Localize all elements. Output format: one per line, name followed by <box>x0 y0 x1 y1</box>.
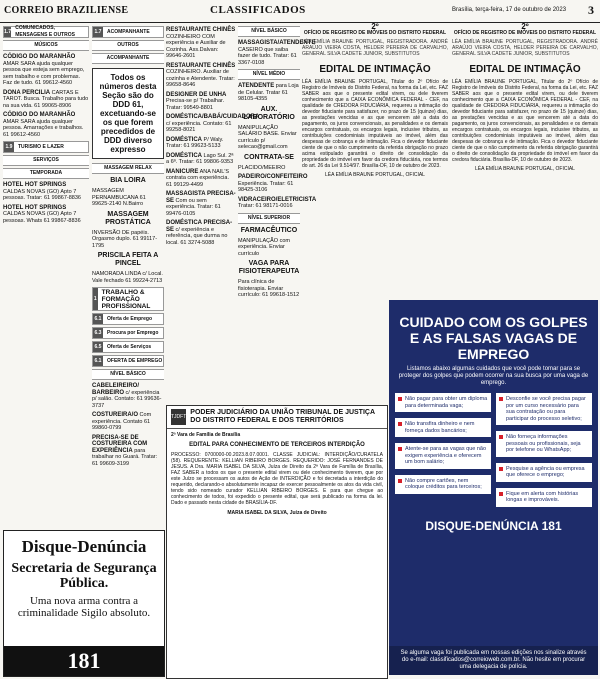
legal-notice-1 <box>302 24 448 314</box>
subcategory-label: NÍVEL MÉDIO <box>238 69 300 80</box>
classifieds-column-1 <box>3 24 89 529</box>
classified-ad <box>238 174 308 194</box>
subcategory-label: OUTROS <box>92 40 164 51</box>
office-staff: LÉA EMÍLIA BRAUNE PORTUGAL, REGISTRADORA. ANDRÉ ARAÚJO VIEIRA COSTA, HELDER PEREIRA DE CARVALHO, GENERAL SILVA CADETE JUNIOR, SUBSTITUTOS <box>302 39 448 57</box>
subcategory-label: MASSAGEM RELAX <box>92 163 164 174</box>
classified-ad <box>166 169 236 189</box>
classified-ad <box>3 182 89 202</box>
classified-ad <box>166 137 236 150</box>
ad-title: VAGA PARA FISIOTERAPEUTA <box>238 260 300 275</box>
ad-text: Para clínica de fisioterapia. Enviar currículo: 61 99618-1512 <box>238 279 300 298</box>
ad-title: PRECISA-SE DE COSTUREIRA COM EXPERIÊNCIA <box>92 434 148 454</box>
legal-notice-2 <box>452 24 598 314</box>
ad-title: CÓDIGO DO MARANHÃO <box>3 54 76 60</box>
notice-signature: LÉA EMÍLIA BRAUNE PORTUGAL, OFICIAL <box>325 172 425 178</box>
ad-title: DOMÉSTICA <box>166 152 202 159</box>
classifieds-column-4 <box>238 24 317 429</box>
category-job-offer <box>92 313 164 325</box>
disque-subtitle: Secretaria de Segurança Pública. <box>11 561 157 591</box>
classified-ad <box>92 412 164 432</box>
disque-title: Disque-Denúncia <box>21 537 147 556</box>
ad-title: RESTAURANTE CHINÊS <box>166 62 236 69</box>
category-number: 1.7 <box>4 29 12 35</box>
classified-ad <box>166 92 236 112</box>
page-header <box>0 0 600 23</box>
category-number: 1.7 <box>94 29 102 35</box>
classified-ad <box>166 27 236 60</box>
ad-title: CÓDIGO DO MARANHÃO <box>3 112 76 118</box>
court-header <box>167 406 387 429</box>
ad-title: HOTEL HOT SPRINGS <box>3 204 67 211</box>
ad-text: c/ experiência p/ salão. Contato: 61 99636-3737 <box>92 389 162 409</box>
classified-ad <box>238 154 300 172</box>
subcategory-label: SERVIÇOS <box>3 155 89 166</box>
section-title: CLASSIFICADOS <box>210 4 306 16</box>
office-number: 2º <box>521 22 529 31</box>
ad-text: CALDAS NOVAS (GO) Apto 7 pessoas. Tratar: 61 99867-8836 <box>3 188 81 201</box>
ad-title: CONTRATA-SE <box>244 153 294 161</box>
classified-ad <box>166 153 236 166</box>
campaign-tips <box>395 393 592 513</box>
publication-date: Brasília, terça-feira, 17 de outubro de 2023 <box>452 7 567 13</box>
ad-text: Tratar: 61 98171-0016 <box>238 203 293 209</box>
classified-ad <box>238 196 317 210</box>
campaign-tip: Não forneça informações pessoais ou profissionais, seja por telefone ou WhatsApp; <box>496 431 592 457</box>
ad-title: DESIGNER DE UNHA <box>166 91 227 98</box>
ad-text: INVERSÃO DE papéis. Orgasmo duplo. 61 99117-1795 <box>92 229 158 249</box>
campaign-tip: Fique em alerta com histórias longas e improváveis. <box>496 488 592 507</box>
subcategory-label: NÍVEL BÁSICO <box>238 26 300 37</box>
classified-ad <box>166 114 260 134</box>
ad-title: MASSAGISTA/ATENDENTE <box>238 40 316 46</box>
campaign-tip: Desconfie se você precisa pagar por um curso necessário para sua contratação ou para participar do processo seletivo; <box>496 393 592 425</box>
ad-text: c/ experiência e referência, que durma no local. 61 3274-5088 <box>166 226 228 246</box>
ad-text: CALDAS NOVAS (GO) Apto 7 pessoas. Whats 61 99867-8836 <box>3 211 81 224</box>
ad-text: para Loja de Celular. Tratar 61 98105-4355 <box>238 83 299 102</box>
category-title: COMUNICADOS, MENSAGENS E OUTROS <box>15 25 75 38</box>
classified-ad <box>238 227 300 258</box>
notice-signature: LÉA EMÍLIA BRAUNE PORTUGAL, OFICIAL <box>475 166 575 172</box>
ad-title: DOMÉSTICA <box>166 136 202 143</box>
category-title: Procura por Emprego <box>107 329 159 336</box>
notice-body: PROCESSO: 0700000-00.2023.8.07.0001. CLASSE JUDICIAL: INTERDIÇÃO/CURATELA (58). REQUERENTE: KELLIAN RIBEIRO BORGES. REQUERIDO: JOSÉ FERNANDES DE JESUS. A Dra. MARIA ISABEL DA SILVA, Juíza de Direito da 2ª Vara de Família de Brasília, FAZ SABER a todos os que o presente edital virem ou dele conhecimento tiverem, que por este Juízo se processam os autos de Ação de INTERDIÇÃO e foi decretada a interdição do requerido, declarando-o absolutamente incapaz de exercer pessoalmente os atos da vida civil, tendo sido nomeado curador KELLIAN RIBEIRO BORGES. E para que chegue ao conhecimento de todos, foi expedido o presente edital, que será publicado na forma da lei. Dado e passado nesta cidade de BRASÍLIA-DF. <box>171 452 383 506</box>
category-number: 6.1 <box>94 358 102 364</box>
ad-text: PLACIDO/MEEIRO <box>238 164 286 171</box>
ad-title: PADEIRO/CONFEITEIRO <box>238 174 308 180</box>
classifieds-column-3 <box>166 24 260 429</box>
notice-body: LÉA EMÍLIA BRAUNE PORTUGAL, Titular do 2º Ofício de Registro de Imóveis do Distrito Federal, na forma da Lei, etc. FAZ SABER aos que o presente edital virem, ou dele tiverem conhecimento que a CAIXA ECONÔMICA FEDERAL - CEF, na qualidade de CREDORA FIDUCIÁRIA, requereu a intimação do devedor fiduciante para satisfazer, no prazo de 15 (quinze) dias, as prestações vencidas e as que vencerem até a data do pagamento, os juros convencionais, as penalidades e os demais encargos contratuais, os encargos legais, inclusive tributos, as contribuições condominiais imputáveis ao imóvel, além das despesas de cobrança e de intimação. Fica o devedor fiduciante ciente de que o não cumprimento da referida obrigação no prazo acima estipulado garantirá o direito de consolidação da propriedade do imóvel em favor da credora fiduciária, nos termos do art. 26 da Lei 9.514/97. Brasília-DF, 10 de outubro de 2023. <box>302 79 448 169</box>
ad-text: ANA NAIL'S contrata com experiência. 61 99129-4499 <box>166 168 230 188</box>
category-title: TURISMO E LAZER <box>18 143 64 150</box>
category-title: Oferta de Emprego <box>107 315 153 322</box>
ad-text: Com experiência. Contato 61 99860-0799 <box>92 412 152 431</box>
campaign-title: CUIDADO COM OS GOLPES E AS FALSAS VAGAS DE EMPREGO <box>399 314 588 362</box>
classified-ad <box>238 83 300 103</box>
category-tourism <box>3 141 89 153</box>
court-name: PODER JUDICIÁRIO DA UNIÃO TRIBUNAL DE JUSTIÇA DO DISTRITO FEDERAL E DOS TERRITÓRIOS <box>190 409 375 424</box>
notice-title: EDITAL DE INTIMAÇÃO <box>469 64 581 75</box>
campaign-intro: Listamos abaixo algumas cuidados que você pode tomar para se proteger dos golpes que podem ocorrer na sua busca por uma vaga de emprego. <box>398 366 589 386</box>
ad-title: ATENDENTE <box>238 83 275 89</box>
classified-ad <box>92 177 164 208</box>
ad-title: MASSAGISTA PRECISA-SE <box>166 191 236 204</box>
campaign-hotline: DISQUE-DENÚNCIA 181 <box>425 518 562 533</box>
classified-ad <box>166 220 236 246</box>
ad-text: CASEIRO que saiba fazer de tudo. Tratar: 61 3367-0108 <box>238 46 297 66</box>
section-number: 1 <box>93 288 98 310</box>
campaign-tip: Pesquise a agência ou empresa que oferece o emprego; <box>496 463 592 482</box>
classified-ad <box>238 40 316 66</box>
office-name: OFÍCIO DE REGISTRO DE IMÓVEIS DO DISTRITO FEDERAL <box>303 30 447 36</box>
classified-ad <box>3 90 89 110</box>
classified-ad <box>3 112 89 138</box>
disque-tagline: Uma nova arma contra a criminalidade Sigilo absoluto. <box>17 595 151 619</box>
campaign-tip: Não pagar para obter um diploma para determinada vaga; <box>395 393 491 412</box>
office-name: OFÍCIO DE REGISTRO DE IMÓVEIS DO DISTRITO FEDERAL <box>453 30 597 36</box>
ad-text: MASSAGEM PERNAMBUCANA 61 99625-2140 N.Bairro <box>92 188 146 207</box>
page-number: 3 <box>588 3 594 17</box>
subcategory-label: MÚSICOS <box>3 40 89 51</box>
ad-title: DONA PERCILIA <box>3 89 51 96</box>
classified-ad <box>3 54 89 87</box>
category-communications <box>3 26 89 38</box>
office-number: 2º <box>371 22 379 31</box>
ad-text: MANIPULAÇÃO SALÁRIO BASE. Enviar currículo p/ selecao@gmail.com <box>238 124 297 150</box>
ad-text: CARTAS E TAROT. Busca. Trabalho para tudo na sua vida. 61 99065-8906 <box>3 89 89 109</box>
ad-title: MASSAGEM PROSTÁTICA <box>105 210 151 226</box>
subcategory-label: NÍVEL SUPERIOR <box>238 213 300 224</box>
category-number: 6.1 <box>94 316 102 322</box>
category-escorts <box>92 26 164 38</box>
newspaper-name: CORREIO BRAZILIENSE <box>4 5 129 16</box>
ad-title: PRISCILA FEITA A PINCEL <box>97 252 159 267</box>
ad-text: Lago Sul. 2ª a 6ª. Tratar: 61 99806-9353 <box>166 152 234 165</box>
court-division: 2ª Vara de Família de Brasília <box>171 432 241 438</box>
ad-text: AMAR SARA ajuda qualquer pessoa que esteja sem emprego, sem trabalho e com problemas. Faz de tudo. 61 99612-4560 <box>3 60 85 86</box>
classified-ad <box>92 252 164 284</box>
category-title: ACOMPANHANTE <box>107 28 150 35</box>
ad-title: CABELEIREIRO/ BARBEIRO <box>92 383 140 396</box>
ad-text: Precisa-se p/ Trabalhar. Tratar: 99549-8801 <box>166 98 225 111</box>
subcategory-label: TEMPORADA <box>3 168 89 179</box>
ad-title: FARMACÊUTICO <box>240 226 298 234</box>
classified-ad <box>238 260 300 299</box>
campaign-footer: Se alguma vaga foi publicada em nossas edições nos sinalize através do e-mail: classificados@correioweb.com.br. Não hesite em procurar uma delegacia de polícia. <box>389 646 598 675</box>
ad-text: Experiência. Tratar: 61 98425-3106 <box>238 180 294 193</box>
scam-warning-ad <box>389 300 598 675</box>
campaign-tip: Não compre cartões, nem coloque créditos para terceiros; <box>395 475 491 494</box>
ad-title: HOTEL HOT SPRINGS <box>3 182 67 188</box>
disque-number: 181 <box>4 646 164 676</box>
ad-title: BIA LOIRA <box>110 177 146 184</box>
category-job-search <box>92 327 164 339</box>
ad-text: c/ experiência. Contato: 61 99258-8021 <box>166 120 232 133</box>
classified-ad <box>92 383 164 409</box>
classified-ad <box>92 211 164 250</box>
ad-text: para trabalhar no Guará. Tratar: 61 99609-3199 <box>92 447 158 467</box>
notice-signature: MARIA ISABEL DA SILVA, Juíza de Direito <box>227 510 327 516</box>
classified-ad <box>166 63 236 89</box>
classified-ad <box>238 106 300 151</box>
disque-denuncia-ad <box>3 530 165 677</box>
ad-text: NAMORADA LINDA c/ Local. Vale fechado 61 99224-2713 <box>92 271 163 284</box>
section-work-training <box>92 287 164 311</box>
campaign-tips-left <box>395 393 491 513</box>
category-number: 6.5 <box>94 344 102 350</box>
category-number: 6.3 <box>94 330 102 336</box>
subcategory-label: NÍVEL BÁSICO <box>92 369 164 380</box>
category-title: OFERTA DE EMPREGO <box>107 357 163 364</box>
campaign-tip: Não transfira dinheiro e nem forneça dados bancários; <box>395 418 491 437</box>
category-services <box>92 341 164 353</box>
notice-title: EDITAL PARA CONHECIMENTO DE TERCEIROS INTERDIÇÃO <box>189 442 365 448</box>
ad-text: COZINHEIRO. Auxiliar de cozinha e Atendente. Tratar: 99658-8646 <box>166 69 235 88</box>
ad-title: DOMÉSTICA PRECISA-SE <box>166 220 233 233</box>
ad-text: MANIPULAÇÃO com experiência. Enviar currículo <box>238 237 290 257</box>
classified-ad <box>166 191 236 217</box>
court-notice <box>166 405 388 679</box>
ad-title: DOMÉSTICA/BABÁ/CUIDADORA <box>166 114 260 120</box>
ad-text: COZINHEIRO COM experiência e Auxiliar de Cozinha. Ass.Dalvan: 99646-2601 <box>166 33 226 59</box>
category-title: Oferta de Serviços <box>107 343 152 350</box>
notice-body: LÉA EMÍLIA BRAUNE PORTUGAL, Titular do 2º Ofício de Registro de Imóveis do Distrito Federal, na forma da Lei, etc. FAZ SABER aos que o presente edital virem, ou dele tiverem conhecimento que a CAIXA ECONÔMICA FEDERAL - CEF, na qualidade de CREDORA FIDUCIÁRIA, requereu a intimação do devedor fiduciante para satisfazer, no prazo de 15 (quinze) dias, as prestações vencidas e as que vencerem até a data do pagamento, os juros convencionais, as penalidades e os demais encargos contratuais, os encargos legais, inclusive tributos, as contribuições condominiais imputáveis ao imóvel, além das despesas de cobrança e de intimação. Fica o devedor fiduciante ciente de que o não cumprimento da referida obrigação garantirá o direito de consolidação da propriedade do imóvel em favor da credora fiduciária. Brasília-DF, 10 de outubro de 2023. <box>452 79 598 163</box>
ad-title: AUX. LABORATÓRIO <box>243 105 295 121</box>
campaign-tips-right <box>496 393 592 513</box>
ad-title: MANICURE <box>166 168 199 175</box>
ddd-notice: Todos os números desta Seção são do DDD 61, excetuando-se os que forem precedidos de DDD diverso expresso <box>92 68 164 159</box>
office-staff: LÉA EMÍLIA BRAUNE PORTUGAL, REGISTRADORA. ANDRÉ ARAÚJO VIEIRA COSTA, HELDER PEREIRA DE CARVALHO, GENERAL SILVA CADETE JUNIOR, SUBSTITUTOS <box>452 39 598 57</box>
ad-text: P/ Waly. Tratar: 61 99623-5133 <box>166 136 224 149</box>
section-title: TRABALHO & FORMAÇÃO PROFISSIONAL <box>101 288 151 310</box>
classified-ad <box>3 205 89 225</box>
ad-title: RESTAURANTE CHINÊS <box>166 27 236 33</box>
ad-title: COSTUREIRA/O <box>92 412 139 418</box>
ad-text: AMAR SARA ajuda qualquer pessoa. Amarrações e trabalhos. 61 99612-4560 <box>3 118 84 138</box>
category-job-offer-2 <box>92 355 164 367</box>
notice-title: EDITAL DE INTIMAÇÃO <box>319 64 431 75</box>
ad-text: Com ou sem experiência. Tratar: 61 99476-0105 <box>166 197 221 217</box>
subcategory-label: ACOMPANHANTE <box>92 53 164 64</box>
ad-title: VIDRACEIRO/ELETRICISTA <box>238 196 317 203</box>
campaign-tip: Atente-se para as vagas que não exigem experiência e oferecem um bom salário; <box>395 443 491 469</box>
classified-ad <box>92 435 164 468</box>
court-logo-icon: TJDFT <box>171 409 186 425</box>
category-number: 1.9 <box>5 144 13 150</box>
